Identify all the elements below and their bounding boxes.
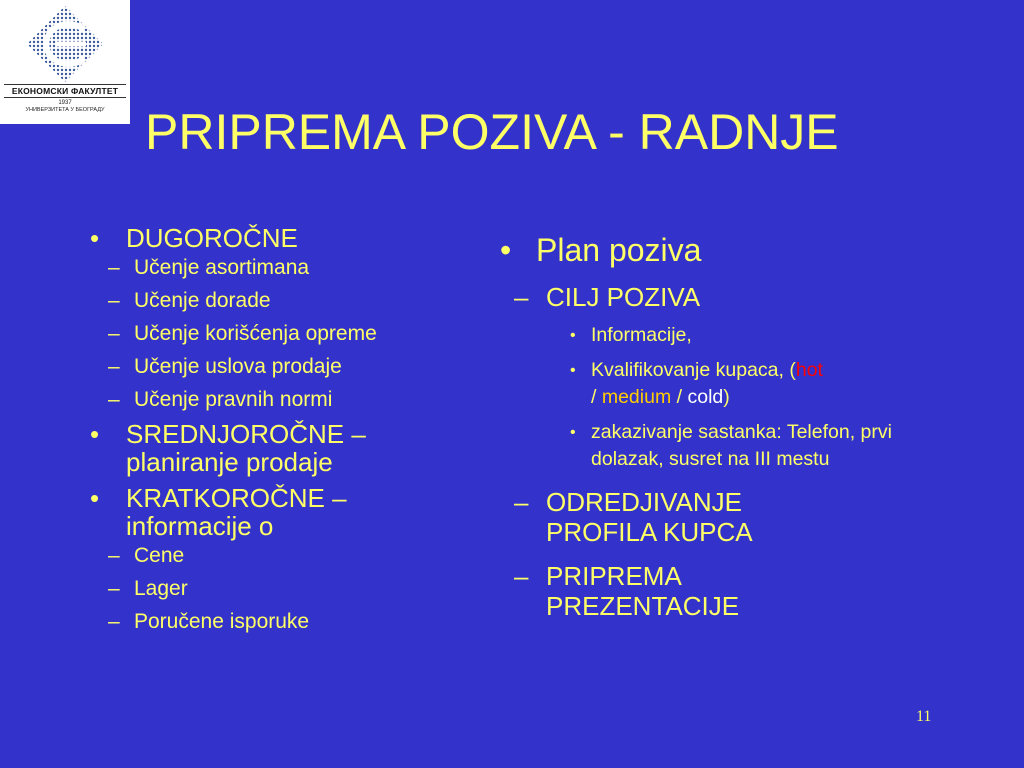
logo-emblem-icon (0, 0, 130, 90)
logo-year: 1937 (58, 100, 72, 106)
list-item-label: CILJ POZIVA (546, 282, 701, 312)
list-item (90, 256, 470, 280)
list-item-priprema-prezentacije (464, 561, 980, 621)
bullet-icon: • (90, 223, 100, 253)
list-item-label: Plan poziva (536, 232, 702, 268)
bullet-icon: • (570, 327, 576, 344)
list-item-label: Cene (134, 544, 185, 567)
bullet-icon: • (90, 419, 100, 449)
list-item-label: PRIPREMA PREZENTACIJE (546, 561, 740, 621)
dash-icon: – (108, 355, 120, 378)
sublist-dugorocne (90, 256, 470, 412)
cold-label: cold (687, 386, 724, 408)
list-item (90, 289, 470, 313)
sublist-kratkorocne (90, 544, 470, 634)
dash-icon: – (108, 256, 120, 279)
qualify-suffix: ) (723, 386, 730, 408)
list-item-cilj-poziva (464, 282, 980, 312)
bullet-icon: • (90, 483, 100, 513)
right-column (500, 232, 980, 621)
medium-label: medium (601, 386, 672, 408)
list-item (464, 322, 980, 349)
list-item-label: Učenje uslova prodaje (134, 355, 342, 378)
bullet-icon: • (500, 232, 512, 268)
list-item-kratkorocne (90, 484, 470, 634)
list-item (90, 544, 470, 568)
faculty-logo (0, 0, 130, 124)
list-item-label: Poručene isporuke (134, 610, 310, 633)
separator: / (671, 386, 688, 408)
list-item-label: Učenje dorade (134, 289, 271, 312)
sublist-cilj-poziva (464, 322, 980, 473)
list-item-label: Učenje korišćenja opreme (134, 322, 377, 345)
qualify-prefix: Kvalifikovanje kupaca, ( (591, 359, 796, 381)
dash-icon: – (514, 282, 529, 312)
list-item-label: Lager (134, 577, 188, 600)
dash-icon: – (514, 487, 529, 517)
list-item-label (591, 359, 823, 408)
list-item-srednjorocne (90, 420, 470, 476)
list-item-label: KRATKOROČNE – informacije o (126, 483, 347, 541)
list-item (464, 419, 980, 473)
separator: / (591, 386, 602, 408)
list-item-label: SREDNJOROČNE – planiranje prodaje (126, 419, 366, 477)
dash-icon: – (108, 577, 120, 600)
dash-icon: – (108, 289, 120, 312)
dash-icon: – (108, 322, 120, 345)
list-item-dugorocne (90, 224, 470, 412)
list-item-profil-kupca (464, 487, 980, 547)
list-item-plan-poziva (500, 232, 980, 268)
hot-label: hot (795, 359, 823, 381)
list-item (90, 577, 470, 601)
bullet-icon: • (570, 424, 576, 441)
list-item-label: DUGOROČNE (126, 223, 298, 253)
dash-icon: – (108, 610, 120, 633)
list-item (90, 322, 470, 346)
list-item-label: Informacije, (591, 324, 692, 346)
list-item (90, 610, 470, 634)
left-column (90, 224, 470, 634)
bullet-icon: • (570, 362, 576, 379)
list-item (90, 355, 470, 379)
list-item-label: zakazivanje sastanka: Telefon, prvi dolazak, susret na III mestu (591, 421, 892, 470)
list-item (464, 357, 980, 411)
slide-title: PRIPREMA POZIVA - RADNJE (145, 104, 839, 160)
list-item-label: ODREDJIVANJE PROFILA KUPCA (546, 487, 753, 547)
list-item-label: Učenje pravnih normi (134, 388, 333, 411)
dash-icon: – (108, 388, 120, 411)
logo-subtitle: УНИВЕРЗИТЕТА У БЕОГРАДУ (25, 107, 105, 113)
logo-name: ЕКОНОМСКИ ФАКУЛТЕТ (4, 84, 126, 98)
page-number: 11 (916, 708, 932, 725)
dash-icon: – (108, 544, 120, 567)
dash-icon: – (514, 561, 529, 591)
list-item (90, 388, 470, 412)
list-item-label: Učenje asortimana (134, 256, 310, 279)
